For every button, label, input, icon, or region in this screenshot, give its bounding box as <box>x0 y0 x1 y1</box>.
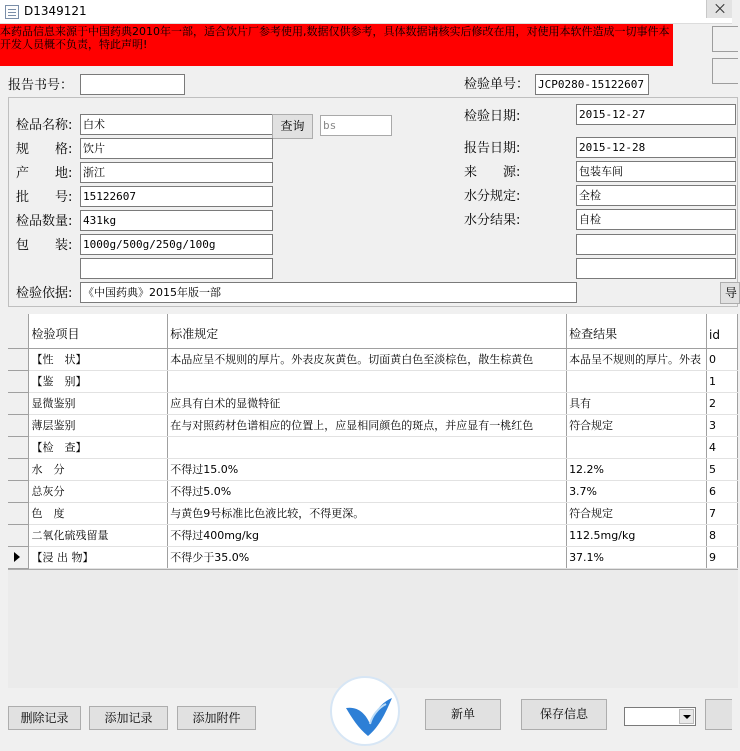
grid-header-row <box>8 314 738 348</box>
row-selector[interactable] <box>8 524 29 546</box>
cell-item[interactable]: 色 度 <box>29 502 168 524</box>
col-header-standard[interactable]: 标准规定 <box>168 314 567 348</box>
chevron-down-icon[interactable] <box>679 709 694 724</box>
specimen-name-input[interactable]: 白术 <box>80 114 273 135</box>
cell-item[interactable]: 薄层鉴别 <box>29 414 168 436</box>
package-input[interactable]: 1000g/500g/250g/100g <box>80 234 273 255</box>
table-row[interactable] <box>8 502 738 524</box>
cell-id[interactable]: 7 <box>707 502 738 524</box>
cell-id[interactable]: 3 <box>707 414 738 436</box>
cell-item[interactable]: 【性 状】 <box>29 348 168 370</box>
row-selector[interactable] <box>8 370 29 392</box>
source-label: 来 源: <box>464 165 521 180</box>
save-info-button[interactable]: 保存信息 <box>521 699 607 730</box>
batch-input[interactable]: 15122607 <box>80 186 273 207</box>
table-row[interactable] <box>8 436 738 458</box>
table-row[interactable] <box>8 546 738 568</box>
row-selector[interactable] <box>8 458 29 480</box>
cell-item[interactable]: 总灰分 <box>29 480 168 502</box>
cell-result[interactable]: 12.2% <box>567 458 707 480</box>
bird-logo-icon <box>330 676 400 746</box>
table-row[interactable] <box>8 370 738 392</box>
inspect-date-label: 检验日期: <box>464 109 521 124</box>
water-rule-label: 水分规定: <box>464 189 521 204</box>
cell-id[interactable]: 5 <box>707 458 738 480</box>
row-header-corner <box>8 314 29 348</box>
inspection-table <box>8 314 738 569</box>
add-attachment-button[interactable]: 添加附件 <box>177 706 256 730</box>
table-row[interactable] <box>8 392 738 414</box>
window-title: D1349121 <box>24 4 87 18</box>
row-selector[interactable] <box>8 502 29 524</box>
cell-id[interactable]: 0 <box>707 348 738 370</box>
cell-standard[interactable]: 不得少于35.0% <box>168 546 567 568</box>
cell-standard[interactable]: 应具有白术的显微特征 <box>168 392 567 414</box>
side-button-second[interactable] <box>712 58 738 84</box>
new-sheet-button[interactable]: 新单 <box>425 699 501 730</box>
cell-result[interactable]: 37.1% <box>567 546 707 568</box>
table-row[interactable] <box>8 524 738 546</box>
table-row[interactable] <box>8 458 738 480</box>
current-row-arrow-icon <box>14 552 20 562</box>
cell-item[interactable]: 【鉴 别】 <box>29 370 168 392</box>
cell-id[interactable]: 9 <box>707 546 738 568</box>
specimen-code-input[interactable]: bs <box>320 115 392 136</box>
package-label: 包 装: <box>16 238 73 253</box>
cell-result[interactable]: 具有 <box>567 392 707 414</box>
cell-standard[interactable]: 与黄色9号标准比色液比较，不得更深。 <box>168 502 567 524</box>
cell-standard[interactable] <box>168 436 567 458</box>
right-extra-input-2[interactable] <box>576 258 736 279</box>
query-button[interactable]: 查询 <box>272 114 313 139</box>
batch-label: 批 号: <box>16 190 73 205</box>
table-row[interactable] <box>8 414 738 436</box>
water-rule-input[interactable]: 全检 <box>576 185 736 206</box>
water-result-label: 水分结果: <box>464 213 521 228</box>
extra-input[interactable] <box>80 258 273 279</box>
source-input[interactable]: 包装车间 <box>576 161 736 182</box>
row-selector-current[interactable] <box>8 546 29 568</box>
basis-label: 检验依据: <box>16 286 73 301</box>
col-header-result[interactable]: 检查结果 <box>567 314 707 348</box>
report-no-label: 报告书号： <box>8 78 74 93</box>
cell-result[interactable] <box>567 436 707 458</box>
side-button-top[interactable] <box>712 26 738 52</box>
right-extra-input-1[interactable] <box>576 234 736 255</box>
cell-item[interactable]: 显微鉴别 <box>29 392 168 414</box>
cell-standard[interactable] <box>168 370 567 392</box>
report-date-input[interactable]: 2015-12-28 <box>576 137 736 158</box>
inspect-no-input[interactable]: JCP0280-15122607 <box>535 74 649 95</box>
inspect-date-input[interactable]: 2015-12-27 <box>576 104 736 125</box>
cell-standard[interactable]: 不得过400mg/kg <box>168 524 567 546</box>
origin-label: 产 地: <box>16 166 73 181</box>
cell-id[interactable]: 2 <box>707 392 738 414</box>
cell-id[interactable]: 1 <box>707 370 738 392</box>
col-header-id[interactable]: id <box>707 314 738 348</box>
specimen-name-label: 检品名称: <box>16 118 73 133</box>
basis-input[interactable]: 《中国药典》2015年版一部 <box>80 282 577 303</box>
cell-standard[interactable]: 不得过15.0% <box>168 458 567 480</box>
table-row[interactable] <box>8 348 738 370</box>
close-window-button[interactable] <box>706 0 732 18</box>
row-selector[interactable] <box>8 480 29 502</box>
footer-select[interactable] <box>624 707 696 726</box>
delete-record-button[interactable]: 删除记录 <box>8 706 81 730</box>
cell-id[interactable]: 8 <box>707 524 738 546</box>
water-result-input[interactable]: 自检 <box>576 209 736 230</box>
quantity-input[interactable]: 431kg <box>80 210 273 231</box>
side-button-bottom[interactable] <box>705 699 732 730</box>
title-bar <box>0 0 732 24</box>
cell-item[interactable]: 水 分 <box>29 458 168 480</box>
table-row[interactable] <box>8 480 738 502</box>
cell-item[interactable]: 【浸 出 物】 <box>29 546 168 568</box>
cell-result[interactable]: 3.7% <box>567 480 707 502</box>
grid-empty-area <box>8 570 738 688</box>
origin-input[interactable]: 浙江 <box>80 162 273 183</box>
cell-result[interactable] <box>567 370 707 392</box>
cell-item[interactable]: 【检 查】 <box>29 436 168 458</box>
quantity-label: 检品数量: <box>16 214 73 229</box>
inspect-no-label: 检验单号： <box>464 77 530 92</box>
report-no-input[interactable] <box>80 74 185 95</box>
row-selector[interactable] <box>8 436 29 458</box>
cell-standard[interactable]: 本品应呈不规则的厚片。外表皮灰黄色。切面黄白色至淡棕色，散生棕黄色 <box>168 348 567 370</box>
row-selector[interactable] <box>8 392 29 414</box>
cell-result[interactable]: 符合规定 <box>567 414 707 436</box>
spec-label: 规 格: <box>16 142 73 157</box>
disclaimer-banner: 本药品信息来源于中国药典2010年一部，适合饮片厂参考使用,数据仅供参考，具体数据请核实后修改在用，对使用本软件造成一切事件本开发人员概不负责，特此声明! <box>0 24 673 66</box>
cell-id[interactable]: 6 <box>707 480 738 502</box>
report-date-label: 报告日期: <box>464 141 521 156</box>
cell-result[interactable]: 符合规定 <box>567 502 707 524</box>
spec-input[interactable]: 饮片 <box>80 138 273 159</box>
col-header-item[interactable]: 检验项目 <box>29 314 168 348</box>
row-selector[interactable] <box>8 414 29 436</box>
cell-result[interactable]: 本品呈不规则的厚片。外表 <box>567 348 707 370</box>
app-icon <box>5 5 19 19</box>
cell-item[interactable]: 二氧化硫残留量 <box>29 524 168 546</box>
add-record-button[interactable]: 添加记录 <box>89 706 168 730</box>
cell-result[interactable]: 112.5mg/kg <box>567 524 707 546</box>
cell-standard[interactable]: 不得过5.0% <box>168 480 567 502</box>
cell-id[interactable]: 4 <box>707 436 738 458</box>
cell-standard[interactable]: 在与对照药材色谱相应的位置上，应显相同颜色的斑点，并应显有一桃红色 <box>168 414 567 436</box>
import-button[interactable]: 导 <box>720 282 740 304</box>
row-selector[interactable] <box>8 348 29 370</box>
inspection-grid[interactable] <box>8 314 738 688</box>
